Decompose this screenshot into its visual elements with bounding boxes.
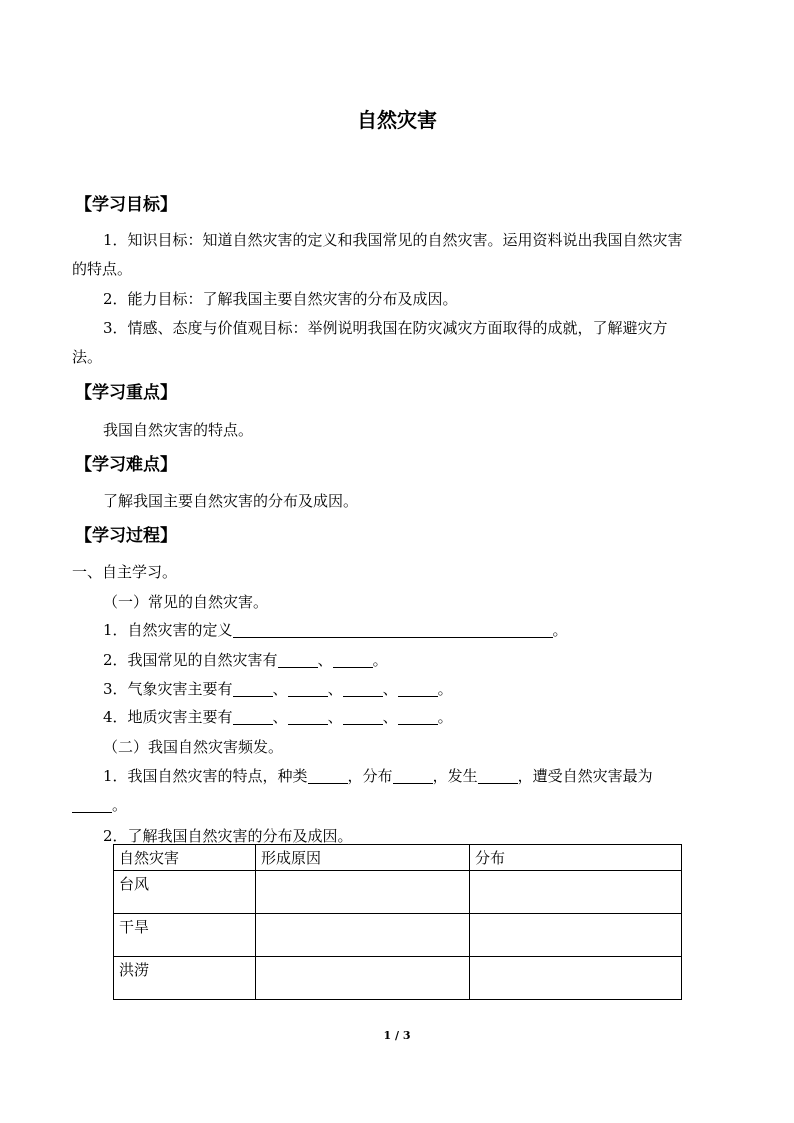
key-points-text: 我国自然灾害的特点。: [103, 421, 254, 439]
punctuation: 。: [112, 796, 128, 814]
table-row: [114, 914, 682, 957]
question-5: [103, 764, 653, 788]
answer-blank: [233, 708, 273, 725]
question-3-label: 3．气象灾害主要有: [103, 680, 233, 698]
table-cell-disaster: 干旱: [114, 914, 256, 957]
separator: 、: [317, 651, 333, 669]
table-row: [114, 957, 682, 1000]
separator: 、: [272, 680, 288, 698]
separator: 、: [382, 708, 398, 726]
process-heading: 【学习过程】: [75, 526, 177, 546]
table-cell-disaster: 台风: [114, 871, 256, 914]
table-header-cell: 自然灾害: [114, 845, 256, 871]
table-header-cell: 形成原因: [256, 845, 470, 871]
answer-blank: [288, 708, 328, 725]
objective-1-line2: 的特点。: [72, 260, 133, 278]
question-5-continuation: [72, 793, 127, 817]
table-row: [114, 871, 682, 914]
question-5-occurrence: ，发生: [432, 767, 478, 785]
separator: 、: [327, 708, 343, 726]
difficult-points-heading: 【学习难点】: [75, 455, 177, 475]
answer-blank: [333, 651, 373, 668]
page-title: 自然灾害: [357, 108, 437, 132]
disaster-table: [113, 844, 682, 1000]
answer-blank: [233, 680, 273, 697]
subsection-1: （一）常见的自然灾害。: [103, 593, 269, 611]
table-cell-cause[interactable]: [256, 957, 470, 1000]
objectives-heading: 【学习目标】: [75, 195, 177, 215]
answer-blank: [233, 621, 553, 638]
punctuation: 。: [437, 680, 453, 698]
answer-blank: [288, 680, 328, 697]
table-cell-cause[interactable]: [256, 871, 470, 914]
question-3: [103, 677, 453, 701]
table-cell-cause[interactable]: [256, 914, 470, 957]
table-cell-distribution[interactable]: [470, 914, 682, 957]
separator: 、: [382, 680, 398, 698]
question-1-label: 1．自然灾害的定义: [103, 621, 233, 639]
question-5-label: 1．我国自然灾害的特点，种类: [103, 767, 308, 785]
objective-3-line1: 3．情感、态度与价值观目标：举例说明我国在防灾减灾方面取得的成就，了解避灾方: [103, 319, 668, 337]
question-2-label: 2．我国常见的自然灾害有: [103, 651, 278, 669]
table-header-cell: 分布: [470, 845, 682, 871]
separator: 、: [272, 708, 288, 726]
punctuation: 。: [552, 621, 568, 639]
punctuation: 。: [437, 708, 453, 726]
answer-blank: [478, 767, 518, 784]
table-header-row: [114, 845, 682, 871]
question-4: [103, 705, 453, 729]
separator: 、: [327, 680, 343, 698]
subsection-2: （二）我国自然灾害频发。: [103, 738, 284, 756]
answer-blank: [308, 767, 348, 784]
question-4-label: 4．地质灾害主要有: [103, 708, 233, 726]
question-1: [103, 618, 568, 642]
question-5-most: ，遭受自然灾害最为: [517, 767, 653, 785]
objective-1-line1: 1．知识目标：知道自然灾害的定义和我国常见的自然灾害。运用资料说出我国自然灾害: [103, 231, 683, 249]
question-5-distribution: ，分布: [347, 767, 393, 785]
page-number: 1 / 3: [383, 1029, 411, 1042]
difficult-points-text: 了解我国主要自然灾害的分布及成因。: [103, 492, 359, 510]
key-points-heading: 【学习重点】: [75, 383, 177, 403]
table-cell-distribution[interactable]: [470, 871, 682, 914]
question-6: 2．了解我国自然灾害的分布及成因。: [103, 827, 353, 845]
answer-blank: [72, 796, 112, 813]
table-cell-distribution[interactable]: [470, 957, 682, 1000]
answer-blank: [393, 767, 433, 784]
punctuation: 。: [372, 651, 388, 669]
answer-blank: [398, 708, 438, 725]
part-1-heading: 一、自主学习。: [72, 563, 178, 581]
answer-blank: [398, 680, 438, 697]
objective-2: 2．能力目标：了解我国主要自然灾害的分布及成因。: [103, 290, 458, 308]
answer-blank: [343, 680, 383, 697]
objective-3-line2: 法。: [72, 348, 103, 366]
question-2: [103, 648, 388, 672]
answer-blank: [343, 708, 383, 725]
answer-blank: [278, 651, 318, 668]
table-cell-disaster: 洪涝: [114, 957, 256, 1000]
